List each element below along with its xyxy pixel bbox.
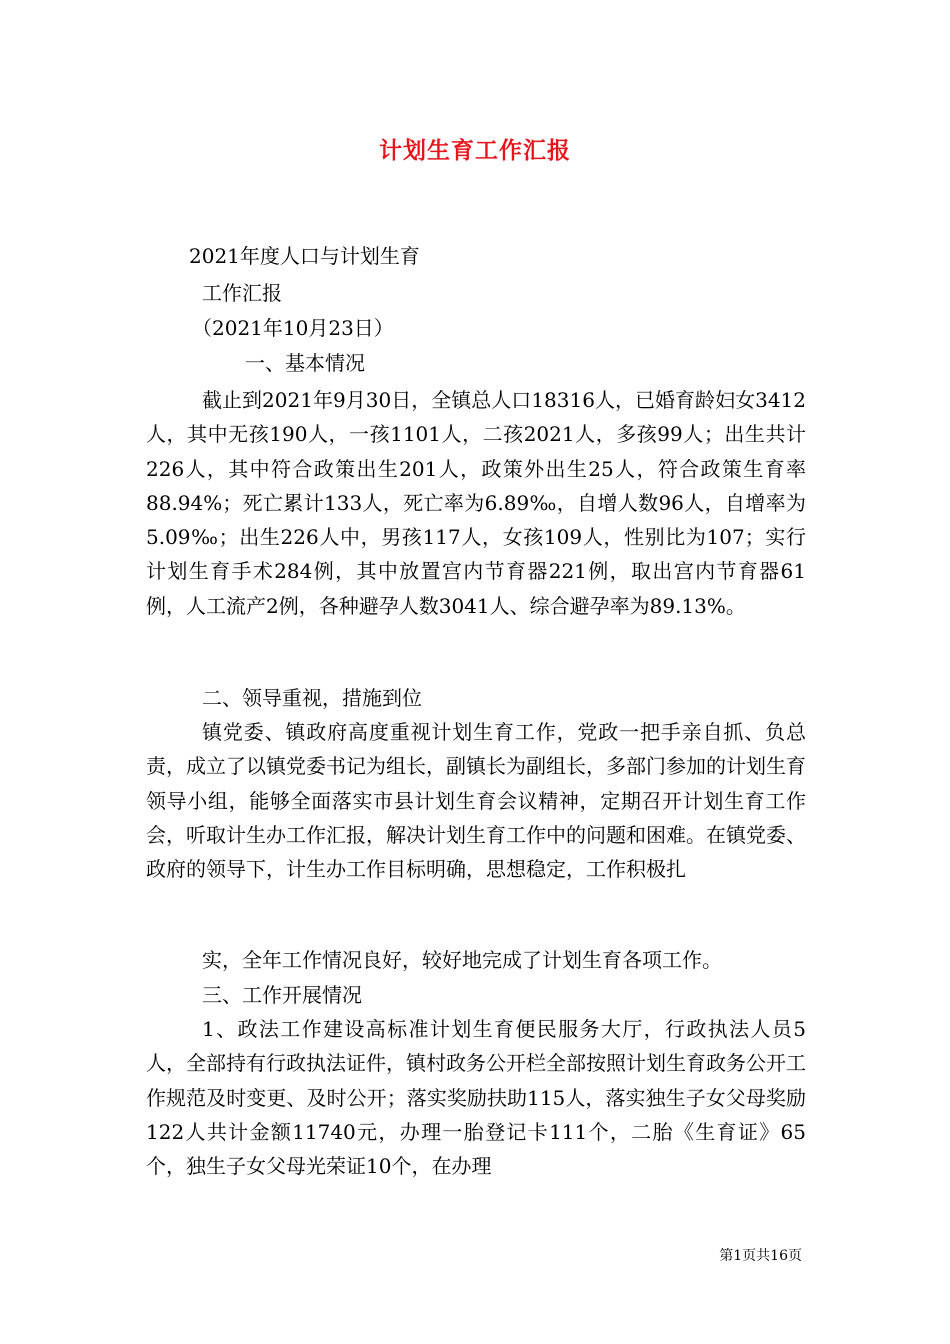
subtitle-line-1: 2021年度人口与计划生育 [189,244,420,268]
section-3-paragraph: 1、政法工作建设高标准计划生育便民服务大厅，行政执法人员5人，全部持有行政执法证件，镇村政务公开栏全部按照计划生育政务公开工作规范及时变更、及时公开；落实奖励扶助115人，落实独生子女父母奖励122人共计金额11740元，办理一胎登记卡111个，二胎《生育证》65个，独生子女父母光荣证10个，在办理 [146,1017,806,1179]
section-1-heading: 一、基本情况 [245,351,365,375]
page-indicator: 第1页共16页 [719,1248,802,1264]
document-title: 计划生育工作汇报 [379,137,571,164]
section-3-heading: 三、工作开展情况 [202,983,362,1007]
section-2-heading: 二、领导重视，措施到位 [202,686,422,710]
subtitle-line-2: 工作汇报 [202,281,282,305]
section-2-paragraph: 镇党委、镇政府高度重视计划生育工作，党政一把手亲自抓、负总责，成立了以镇党委书记为组长，副镇长为副组长，多部门参加的计划生育领导小组，能够全面落实市县计划生育会议精神，定期召开计划生育工作会，听取计生办工作汇报，解决计划生育工作中的问题和困难。在镇党委、政府的领导下，计生办工作目标明确，思想稳定，工作积极扎 [146,720,806,882]
report-date: （2021年10月23日） [192,316,394,340]
section-1-paragraph: 截止到2021年9月30日，全镇总人口18316人，已婚育龄妇女3412人，其中无孩190人，一孩1101人，二孩2021人，多孩99人；出生共计226人，其中符合政策出生201人，政策外出生25人，符合政策生育率88.94%；死亡累计133人，死亡率为6.89‰，自增人数96人，自增率为5.09‰；出生226人中，男孩117人，女孩109人，性别比为107；实行计划生育手术284例，其中放置宫内节育器221例，取出宫内节育器61例，人工流产2例，各种避孕人数3041人、综合避孕率为89.13%。 [146,388,806,618]
section-2-continuation: 实，全年工作情况良好，较好地完成了计划生育各项工作。 [202,948,722,972]
